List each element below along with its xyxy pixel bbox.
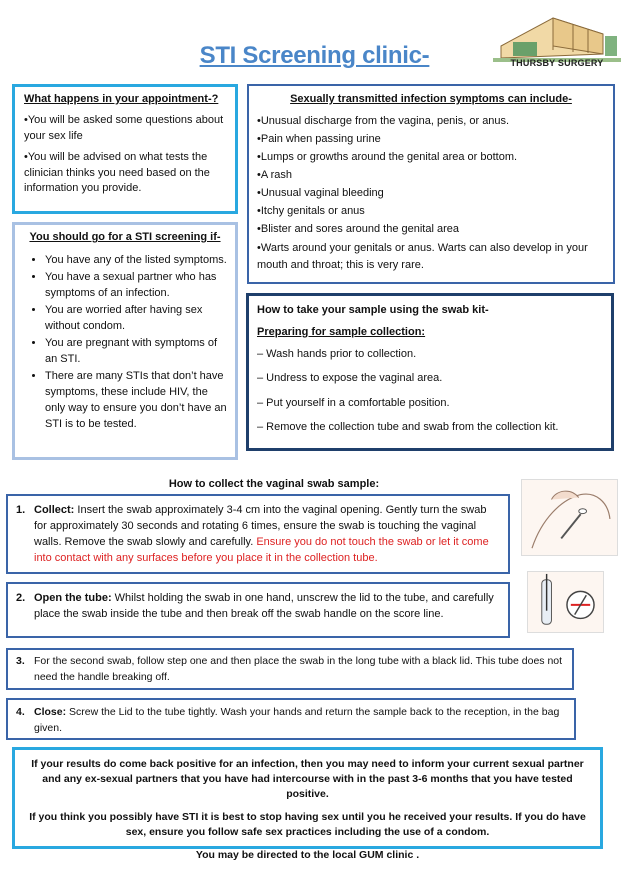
symptom-item: •Unusual discharge from the vagina, penis, or anus. (257, 115, 510, 127)
symptom-item: •Lumps or growths around the genital area or bottom. (257, 151, 518, 163)
screening-list (23, 252, 227, 432)
step-number: 3. (16, 655, 25, 667)
screening-box (12, 222, 238, 460)
screening-heading: You should go for a STI screening if- (29, 231, 221, 243)
swab-insertion-icon (522, 480, 617, 555)
screening-item: • You have any of the listed symptoms. (45, 252, 227, 268)
logo-text: THURSBY SURGERY (510, 58, 604, 68)
step-label: Close: (34, 706, 67, 718)
step-4-box (6, 698, 576, 740)
step-body (34, 502, 500, 566)
tube-icon (528, 572, 603, 632)
symptoms-heading: Sexually transmitted infection symptoms can include- (290, 93, 572, 105)
page-title: STI Screening clinic- (199, 42, 430, 69)
step-instructions: Screw the Lid to the tube tightly. Wash your hands and return the sample back to the reception, in the bag given. (34, 706, 560, 734)
gum-clinic-paragraph: You may be directed to the local GUM clinic . (195, 849, 420, 861)
step-warning: Ensure you do not touch the swab or let it come into contact with any surfaces before you place it in the collection tube. (34, 536, 489, 564)
symptom-item: •Warts around your genitals or anus. Warts can also develop in your mouth and throat; this is very rare. (257, 242, 588, 271)
step-number: 4. (16, 706, 25, 718)
symptoms-box (247, 84, 615, 284)
step-instructions: For the second swab, follow step one and then place the swab in the long tube with a black lid. This tube does not need the handle breaking off. (34, 655, 563, 683)
step-instructions: Whilst holding the swab in one hand, unscrew the lid to the tube, and carefully place the swab inside the tube and then break off the swab handle on the score line. (34, 592, 494, 620)
steps-title: How to collect the vaginal swab sample: (168, 478, 380, 490)
step-1-box (6, 494, 510, 574)
step-1-text (16, 502, 500, 566)
symptom-item: •Blister and sores around the genital area (257, 223, 459, 235)
sample-item: – Undress to expose the vaginal area. (257, 372, 443, 384)
appointment-item: •You will be asked some questions about your sex life (24, 114, 224, 142)
sample-subheading: Preparing for sample collection: (257, 325, 426, 338)
symptom-item: •Itchy genitals or anus (257, 205, 365, 217)
screening-item: • You are pregnant with symptoms of an STI. (45, 335, 227, 367)
appointment-box (12, 84, 238, 214)
step-body (34, 705, 566, 736)
tube-illustration (527, 571, 604, 633)
appointment-item: •You will be advised on what tests the clinician thinks you need based on the information you provide. (24, 151, 210, 194)
screening-item: • There are many STIs that don’t have symptoms, these include HIV, the only way to ensure you don’t have an STI is to be tested. (45, 368, 227, 432)
symptom-item: •Pain when passing urine (257, 133, 381, 145)
step-label: Collect: (34, 504, 75, 516)
swab-insertion-illustration (521, 479, 618, 556)
step-4-text (16, 705, 566, 736)
results-paragraph: If your results do come back positive for an infection, then you may need to inform your current sexual partner and any ex-sexual partners that you have had intercourse with in the past 3-6 months that you have tested positive. (31, 758, 584, 800)
sample-item: – Remove the collection tube and swab from the collection kit. (257, 421, 559, 433)
screening-item: • You are worried after having sex without condom. (45, 302, 227, 334)
sample-heading: How to take your sample using the swab kit- (257, 304, 489, 316)
step-instructions: Insert the swab approximately 3-4 cm into the vaginal opening. Gently turn the swab for approximately 30 seconds and rotating 6 times, ensure the swab is touching the vaginal walls. Remove the swab slowly and carefully. (34, 504, 487, 548)
symptom-item: •A rash (257, 169, 293, 181)
step-2-text (16, 590, 500, 622)
sample-item: – Put yourself in a comfortable position. (257, 396, 450, 409)
safe-sex-paragraph: If you think you possibly have STI it is best to stop having sex until you he received your results. If you do have sex, ensure you follow safe sex practices including the use of a condom. (29, 811, 586, 838)
step-label: Open the tube: (34, 592, 112, 604)
screening-item: • You have a sexual partner who has symptoms of an infection. (45, 269, 227, 301)
appointment-heading: What happens in your appointment-? (24, 93, 219, 105)
results-info-box (12, 747, 603, 861)
step-number: 1. (16, 504, 26, 516)
step-3-text (16, 654, 564, 685)
step-2-box (6, 582, 510, 638)
sample-box (246, 293, 614, 451)
step-3-box (6, 648, 574, 690)
step-number: 2. (16, 592, 26, 604)
sample-item: – Wash hands prior to collection. (257, 347, 417, 360)
step-body (34, 590, 500, 622)
symptom-item: •Unusual vaginal bleeding (257, 187, 384, 199)
